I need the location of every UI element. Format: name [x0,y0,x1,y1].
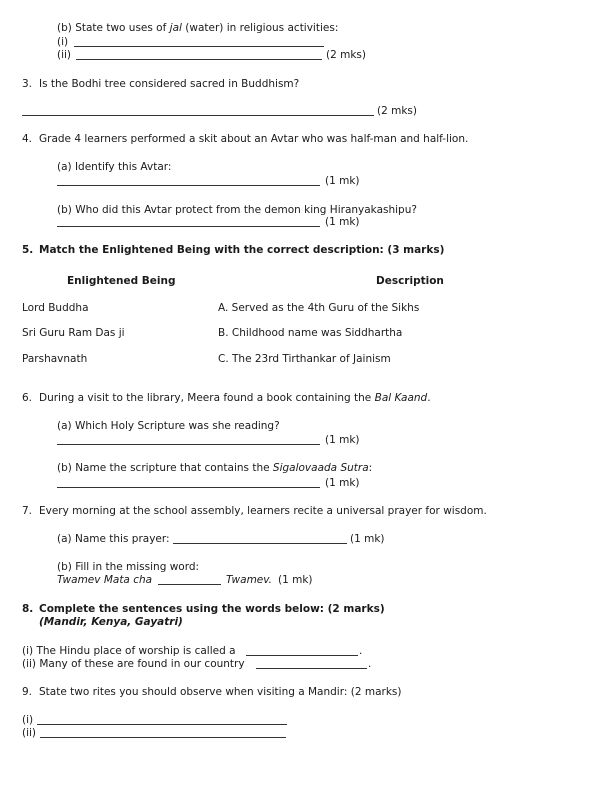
q3-number: 3. [22,78,33,90]
q6a-marks: (1 mk) [325,434,360,446]
q7a-answer-line[interactable] [173,543,347,544]
q6a-question: (a) Which Holy Scripture was she reading? [57,420,280,432]
q9-answer-i-label: (i) [22,714,34,726]
q6b-question: (b) Name the scripture that contains the Sigalovaada Sutra: [57,462,373,474]
q7a-question: (a) Name this prayer: [57,533,170,545]
q7a-marks: (1 mk) [350,533,385,545]
q4-question: Grade 4 learners performed a skit about an Avtar who was half-man and half-lion. [39,133,469,145]
q5-being-2: Sri Guru Ram Das ji [22,327,125,339]
q2b-answer-i-line[interactable] [74,46,324,47]
q2b-question: (b) State two uses of jal (water) in religious activities: [57,22,339,34]
q7-number: 7. [22,505,33,517]
q8-sentence-ii-blank[interactable] [256,668,367,669]
q8-word-bank: (Mandir, Kenya, Gayatri) [39,616,183,628]
q5-description-1: A. Served as the 4th Guru of the Sikhs [218,302,420,314]
q5-question: Match the Enlightened Being with the correct description: (3 marks) [39,244,445,256]
q9-number: 9. [22,686,33,698]
q8-sentence-i-blank[interactable] [246,655,358,656]
q5-being-1: Lord Buddha [22,302,89,314]
q6a-answer-line[interactable] [57,444,320,445]
q5-column-header-description: Description [376,275,444,287]
q9-answer-i-line[interactable] [37,724,287,725]
q7b-marks: (1 mk) [278,574,313,586]
q8-number: 8. [22,603,34,615]
q5-column-header-being: Enlightened Being [67,275,176,287]
q6b-answer-line[interactable] [57,487,320,488]
q2b-answer-i-label: (i) [57,36,69,48]
q6-number: 6. [22,392,33,404]
q4b-question: (b) Who did this Avtar protect from the demon king Hiranyakashipu? [57,204,417,216]
q2b-answer-ii-line[interactable] [76,59,322,60]
q9-answer-ii-label: (ii) [22,727,37,739]
q2b-marks: (2 mks) [326,49,366,61]
q3-marks: (2 mks) [377,105,417,117]
q4-number: 4. [22,133,33,145]
q7-question: Every morning at the school assembly, learners recite a universal prayer for wisdom. [39,505,487,517]
q4b-marks: (1 mk) [325,216,360,228]
q6b-marks: (1 mk) [325,477,360,489]
q8-sentence-i: (i) The Hindu place of worship is called a [22,645,236,657]
q7b-line-end: Twamev. [226,574,272,586]
q8-sentence-ii-end: . [368,658,372,670]
q7b-question: (b) Fill in the missing word: [57,561,200,573]
q8-question: Complete the sentences using the words below: (2 marks) [39,603,385,615]
q5-number: 5. [22,244,34,256]
q8-sentence-i-end: . [359,645,363,657]
q2b-answer-ii-label: (ii) [57,49,72,61]
q5-being-3: Parshavnath [22,353,88,365]
q4a-marks: (1 mk) [325,175,360,187]
q5-description-2: B. Childhood name was Siddhartha [218,327,403,339]
q6-question: During a visit to the library, Meera found a book containing the Bal Kaand. [39,392,431,404]
q9-question: State two rites you should observe when visiting a Mandir: (2 marks) [39,686,402,698]
q9-answer-ii-line[interactable] [40,737,286,738]
q3-answer-line[interactable] [22,115,374,116]
q8-sentence-ii: (ii) Many of these are found in our country [22,658,245,670]
q4a-question: (a) Identify this Avtar: [57,161,172,173]
q4a-answer-line[interactable] [57,185,320,186]
q7b-line-start: Twamev Mata cha [57,574,153,586]
q3-question: Is the Bodhi tree considered sacred in Buddhism? [39,78,300,90]
q5-description-3: C. The 23rd Tirthankar of Jainism [218,353,391,365]
q7b-answer-line[interactable] [158,584,221,585]
q4b-answer-line[interactable] [57,226,320,227]
